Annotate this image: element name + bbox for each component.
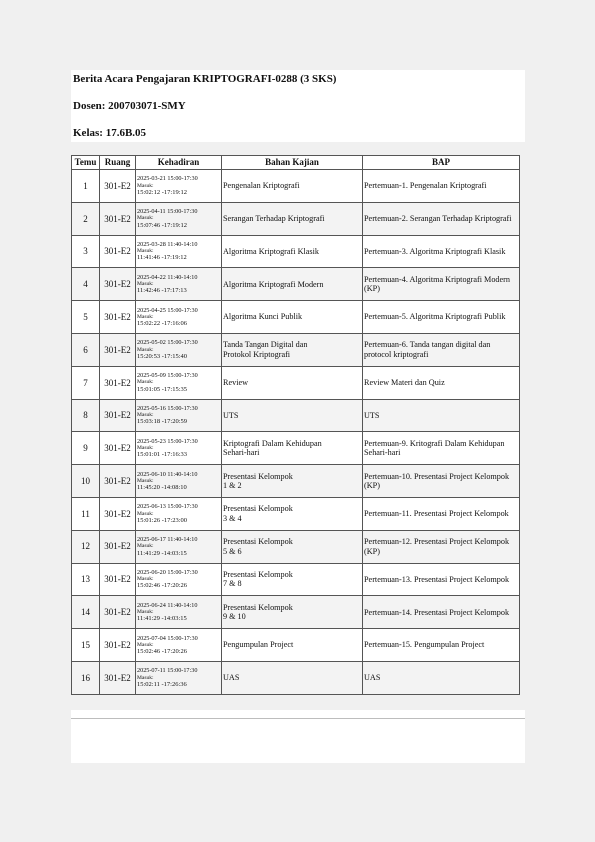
- cell-bahan-kajian: Serangan Terhadap Kriptografi: [222, 202, 363, 235]
- cell-bap: Pertemuan-6. Tanda tangan digital dan protocol kriptografi: [363, 333, 520, 366]
- masuk-label: Masuk:: [137, 641, 154, 648]
- masuk-label: Masuk:: [137, 510, 154, 517]
- schedule-text: 2025-06-17 11:40-14:10: [137, 536, 198, 544]
- cell-bap: Pertemuan-14. Presentasi Project Kelompok: [363, 596, 520, 629]
- column-header-kehadiran: Kehadiran: [136, 156, 222, 170]
- table-row: [72, 170, 520, 203]
- attendance-times: 15:02:46 -17:20:26: [137, 648, 188, 656]
- cell-bahan-kajian: UTS: [222, 399, 363, 432]
- cell-temu: 10: [72, 465, 100, 498]
- table-row: [72, 235, 520, 268]
- table-row: [72, 530, 520, 563]
- cell-temu: 11: [72, 497, 100, 530]
- column-header-bahan-kajian: Bahan Kajian: [222, 156, 363, 170]
- masuk-label: Masuk:: [137, 313, 154, 320]
- cell-temu: 9: [72, 432, 100, 465]
- document-title: Berita Acara Pengajaran KRIPTOGRAFI-0288 (3 SKS): [73, 73, 337, 85]
- cell-ruang: 301-E2: [100, 432, 136, 465]
- attendance-times: 15:01:26 -17:23:00: [137, 516, 188, 524]
- cell-ruang: 301-E2: [100, 235, 136, 268]
- table-row: [72, 268, 520, 301]
- cell-kehadiran: [136, 596, 222, 629]
- cell-bap: UTS: [363, 399, 520, 432]
- cell-bap: Pertemuan-11. Presentasi Project Kelompok: [363, 497, 520, 530]
- cell-bap: UAS: [363, 661, 520, 694]
- masuk-label: Masuk:: [137, 379, 154, 386]
- column-header-bap: BAP: [363, 156, 520, 170]
- class-line: Kelas: 17.6B.05: [73, 127, 147, 139]
- masuk-label: Masuk:: [137, 543, 154, 550]
- cell-kehadiran: [136, 333, 222, 366]
- schedule-text: 2025-05-23 15:00-17:30: [137, 437, 198, 445]
- cell-kehadiran: [136, 170, 222, 203]
- column-header-ruang: Ruang: [100, 156, 136, 170]
- cell-ruang: 301-E2: [100, 333, 136, 366]
- cell-ruang: 301-E2: [100, 170, 136, 203]
- cell-kehadiran: [136, 563, 222, 596]
- cell-bahan-kajian: Presentasi Kelompok 7 & 8: [222, 563, 363, 596]
- schedule-text: 2025-03-28 11:40-14:10: [137, 241, 198, 249]
- cell-ruang: 301-E2: [100, 596, 136, 629]
- cell-kehadiran: [136, 301, 222, 334]
- table-row: [72, 301, 520, 334]
- cell-ruang: 301-E2: [100, 629, 136, 662]
- cell-ruang: 301-E2: [100, 497, 136, 530]
- attendance-times: 15:02:11 -17:26:36: [137, 680, 187, 688]
- cell-bahan-kajian: Presentasi Kelompok 5 & 6: [222, 530, 363, 563]
- cell-temu: 1: [72, 170, 100, 203]
- schedule-text: 2025-07-11 15:00-17:30: [137, 667, 198, 675]
- cell-temu: 14: [72, 596, 100, 629]
- cell-bahan-kajian: Algoritma Kriptografi Modern: [222, 268, 363, 301]
- cell-bahan-kajian: Kriptografi Dalam Kehidupan Sehari-hari: [222, 432, 363, 465]
- cell-bap: Pertemuan-4. Algoritma Kriptografi Modern (KP): [363, 268, 520, 301]
- cell-kehadiran: [136, 629, 222, 662]
- masuk-label: Masuk:: [137, 477, 154, 484]
- attendance-times: 15:03:18 -17:20:59: [137, 418, 188, 426]
- footer-section: [71, 710, 525, 763]
- cell-bap: Pertemuan-5. Algoritma Kriptografi Publik: [363, 301, 520, 334]
- cell-bahan-kajian: Review: [222, 366, 363, 399]
- masuk-label: Masuk:: [137, 182, 154, 189]
- cell-bahan-kajian: Presentasi Kelompok 9 & 10: [222, 596, 363, 629]
- schedule-text: 2025-06-10 11:40-14:10: [137, 470, 198, 478]
- attendance-times: 15:01:01 -17:16:33: [137, 451, 188, 459]
- cell-bahan-kajian: UAS: [222, 661, 363, 694]
- cell-bahan-kajian: Presentasi Kelompok 3 & 4: [222, 497, 363, 530]
- masuk-label: Masuk:: [137, 412, 154, 419]
- masuk-label: Masuk:: [137, 608, 154, 615]
- schedule-text: 2025-04-25 15:00-17:30: [137, 306, 198, 314]
- cell-bap: Review Materi dan Quiz: [363, 366, 520, 399]
- schedule-text: 2025-06-20 15:00-17:30: [137, 569, 198, 576]
- cell-temu: 6: [72, 333, 100, 366]
- cell-bap: Pertemuan-12. Presentasi Project Kelompok (KP): [363, 530, 520, 563]
- cell-temu: 12: [72, 530, 100, 563]
- schedule-text: 2025-05-09 15:00-17:30: [137, 372, 198, 380]
- cell-ruang: 301-E2: [100, 268, 136, 301]
- attendance-times: 15:01:05 -17:15:35: [137, 385, 188, 393]
- cell-bahan-kajian: Algoritma Kunci Publik: [222, 301, 363, 334]
- cell-bap: Pertemuan-15. Pengumpulan Project: [363, 629, 520, 662]
- cell-ruang: 301-E2: [100, 399, 136, 432]
- cell-kehadiran: [136, 268, 222, 301]
- schedule-text: 2025-04-11 15:00-17:30: [137, 208, 198, 216]
- cell-bap: Pertemuan-13. Presentasi Project Kelompok: [363, 563, 520, 596]
- table-body: [72, 170, 520, 695]
- cell-temu: 5: [72, 301, 100, 334]
- cell-kehadiran: [136, 465, 222, 498]
- masuk-label: Masuk:: [137, 674, 154, 681]
- attendance-times: 15:20:53 -17:15:40: [137, 352, 188, 360]
- table-row: [72, 563, 520, 596]
- table-row: [72, 629, 520, 662]
- attendance-table: [71, 155, 520, 695]
- masuk-label: Masuk:: [137, 280, 154, 287]
- cell-ruang: 301-E2: [100, 530, 136, 563]
- cell-kehadiran: [136, 432, 222, 465]
- schedule-text: 2025-03-21 15:00-17:30: [137, 175, 198, 183]
- schedule-text: 2025-05-16 15:00-17:30: [137, 405, 198, 413]
- cell-bap: Pertemuan-2. Serangan Terhadap Kriptografi: [363, 202, 520, 235]
- attendance-times: 15:02:22 -17:16:06: [137, 320, 188, 328]
- cell-bap: Pertemuan-3. Algoritma Kriptografi Klasik: [363, 235, 520, 268]
- cell-bap: Pertemuan-1. Pengenalan Kriptografi: [363, 170, 520, 203]
- cell-bahan-kajian: Tanda Tangan Digital dan Protokol Kriptografi: [222, 333, 363, 366]
- cell-temu: 13: [72, 563, 100, 596]
- cell-temu: 4: [72, 268, 100, 301]
- cell-ruang: 301-E2: [100, 661, 136, 694]
- masuk-label: Masuk:: [137, 444, 154, 451]
- cell-kehadiran: [136, 202, 222, 235]
- attendance-times: 11:45:20 -14:08:10: [137, 484, 187, 492]
- table-row: [72, 661, 520, 694]
- cell-kehadiran: [136, 497, 222, 530]
- schedule-text: 2025-05-02 15:00-17:30: [137, 339, 198, 347]
- table-row: [72, 596, 520, 629]
- lecturer-line: Dosen: 200703071-SMY: [73, 100, 186, 112]
- cell-kehadiran: [136, 366, 222, 399]
- cell-bahan-kajian: Algoritma Kriptografi Klasik: [222, 235, 363, 268]
- attendance-times: 11:41:29 -14:03:15: [137, 615, 187, 623]
- table-row: [72, 497, 520, 530]
- cell-temu: 7: [72, 366, 100, 399]
- cell-bap: Pertemuan-10. Presentasi Project Kelompok (KP): [363, 465, 520, 498]
- table-row: [72, 366, 520, 399]
- attendance-times: 15:07:46 -17:19:12: [137, 221, 188, 229]
- attendance-times: 15:02:46 -17:20:26: [137, 582, 188, 590]
- masuk-label: Masuk:: [137, 215, 154, 222]
- cell-ruang: 301-E2: [100, 465, 136, 498]
- masuk-label: Masuk:: [137, 576, 154, 583]
- cell-temu: 16: [72, 661, 100, 694]
- cell-bahan-kajian: Presentasi Kelompok 1 & 2: [222, 465, 363, 498]
- cell-kehadiran: [136, 399, 222, 432]
- cell-temu: 2: [72, 202, 100, 235]
- schedule-text: 2025-06-13 15:00-17:30: [137, 503, 198, 511]
- cell-bahan-kajian: Pengumpulan Project: [222, 629, 363, 662]
- attendance-times: 11:42:46 -17:17:13: [137, 287, 187, 295]
- cell-bap: Pertemuan-9. Kritografi Dalam Kehidupan Sehari-hari: [363, 432, 520, 465]
- table-row: [72, 333, 520, 366]
- table-header-row: [72, 156, 520, 170]
- cell-ruang: 301-E2: [100, 202, 136, 235]
- cell-kehadiran: [136, 661, 222, 694]
- schedule-text: 2025-07-04 15:00-17:30: [137, 634, 198, 642]
- column-header-temu: Temu: [72, 156, 100, 170]
- masuk-label: Masuk:: [137, 346, 154, 353]
- cell-temu: 15: [72, 629, 100, 662]
- schedule-text: 2025-06-24 11:40-14:10: [137, 601, 198, 609]
- table-row: [72, 465, 520, 498]
- cell-kehadiran: [136, 530, 222, 563]
- cell-temu: 8: [72, 399, 100, 432]
- cell-ruang: 301-E2: [100, 366, 136, 399]
- attendance-times: 15:02:12 -17:19:12: [137, 188, 188, 196]
- cell-kehadiran: [136, 235, 222, 268]
- masuk-label: Masuk:: [137, 248, 154, 255]
- schedule-text: 2025-04-22 11:40-14:10: [137, 273, 198, 281]
- cell-ruang: 301-E2: [100, 301, 136, 334]
- table-row: [72, 202, 520, 235]
- table-row: [72, 399, 520, 432]
- cell-ruang: 301-E2: [100, 563, 136, 596]
- attendance-times: 11:41:46 -17:19:12: [137, 254, 187, 262]
- table-row: [72, 432, 520, 465]
- attendance-times: 11:41:29 -14:03:15: [137, 549, 187, 557]
- footer-divider: [71, 718, 525, 719]
- cell-temu: 3: [72, 235, 100, 268]
- cell-bahan-kajian: Pengenalan Kriptografi: [222, 170, 363, 203]
- header-section: [71, 70, 525, 142]
